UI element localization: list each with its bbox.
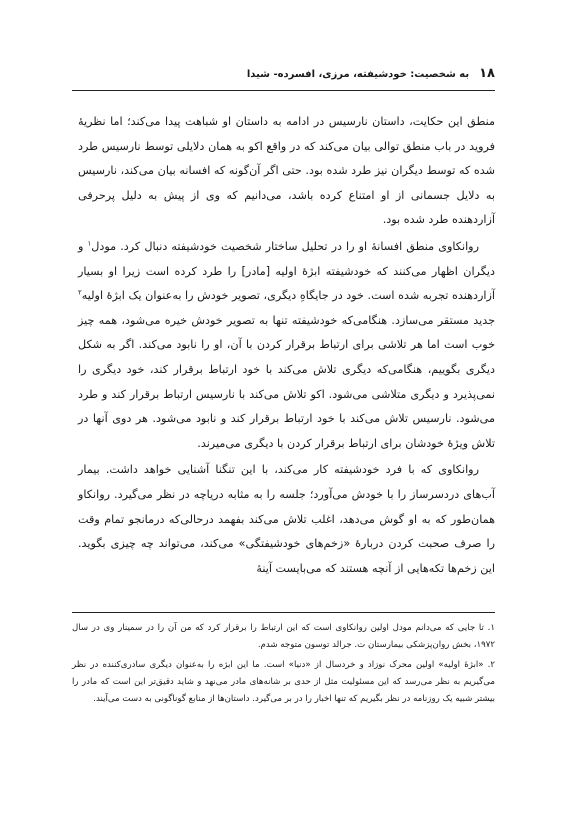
footnotes (72, 620, 495, 711)
footnote-mark-2: ۲ (78, 288, 82, 297)
paragraph-2-part-3: جدید مستقر می‌سازد. هنگامی‌که خودشیفته تنها به تصویر خودش خیره می‌شود، همه چیز خوب است اما هر تلاشی برای ارتباط برقرار کردن با آن، او را نابود می‌کند. اگر به شکل دیگری بگوییم، هنگامی‌که دیگری تلاش می‌کند با خود ارتباط برقرار کند، خود دیگری را نمی‌پذیرد و دیگری متلاشی می‌شود. اکو تلاش می‌کند با نارسیس ارتباط برقرار کند و طرد می‌شود. نارسیس تلاش می‌کند با خود ارتباط برقرار کند و نابود می‌شود. هر دوی آنها در تلاش ویژهٔ خودشان برای ارتباط برقرار کردن با دیگری می‌میرند. (78, 313, 495, 450)
footnote-rule (72, 612, 495, 613)
paragraph-2-part-2: و دیگران اظهار می‌کنند که خودشیفته ابژهٔ اولیه [مادر] را طرد کرده است زیرا او بسیار آزاردهنده تجربه شده است. خود در جایگاهِ دیگری، تصویر خودش را به‌عنوان یک ابژهٔ اولیه (78, 239, 495, 303)
paragraph-2-part-1: روانکاوی منطق افسانهٔ او را در تحلیل ساختار شخصیت خودشیفته دنبال کرد. مودل (91, 239, 479, 253)
running-head (72, 66, 495, 86)
page-number: ۱۸ (479, 66, 495, 81)
footnote-2: ۲. «ابژهٔ اولیه» اولین محرک نوزاد و خردسال از «دنیا» است. ما این ابژه را به‌عنوان دیگری سادری‌کننده در نظر می‌گیریم به نظر می‌رسد که این مسئولیت مثل از حدی بر شانه‌های مادر می‌نهد و شاید دقیق‌تر این است که مادر را بیشتر شبیه یک روزنامه در نظر بگیریم که تنها اخبار را در بر می‌گیرد. داستان‌ها از منابع گوناگونی به دست می‌آیند. (72, 660, 495, 704)
footnote-1: ۱. تا جایی که می‌دانم مودل اولین روانکاوی است که این ارتباط را برقرار کرد که من آن را در سمینار وی در سال ۱۹۷۲، بخش روان‌پزشکی بیمارستان ت. جرالد توسون متوجه شدم. (72, 623, 495, 650)
running-title: به شخصیت: خودشیفته، مرزی، افسرده- شیدا (246, 69, 470, 80)
paragraph-2 (78, 235, 495, 456)
footnote-mark-1: ۱ (87, 239, 92, 248)
paragraph-1: منطق این حکایت، داستان نارسیس در ادامه به داستان او شباهت پیدا می‌کند؛ اما نظریهٔ فروید در باب منطق توالی بیان می‌کند که در واقع اکو به همان دلایلی توسط نارسیس طرد شده که توسط دیگران نیز طرد شده بود. حتی اگر آن‌گونه که افسانه بیان می‌کند، نارسیس به دلایل جسمانی از او امتناع کرده باشد، می‌دانیم که وی از پیش به دلیل پرحرفی آزاردهنده طرد شده بود. (78, 115, 495, 227)
paragraph-3: روانکاوی که با فرد خودشیفته کار می‌کند، با این تنگنا آشنایی خواهد داشت. بیمار آب‌های دردسرساز را با خودش می‌آورد؛ جلسه را به مثابه دریاچه در نظر می‌گیرد. روانکاو همان‌طور که به او گوش می‌دهد، اغلب تلاش می‌کند بفهمد درحالی‌که درمانجو تمام وقت را صرف صحبت کردن دربارهٔ «زخم‌های خودشیفتگی» می‌کند، می‌تواند چه چیزی بگوید. این زخم‌ها تکه‌هایی از آنچه هستند که می‌بایست آینهٔ (78, 463, 495, 575)
body-text (78, 110, 495, 581)
header-rule (72, 90, 495, 91)
